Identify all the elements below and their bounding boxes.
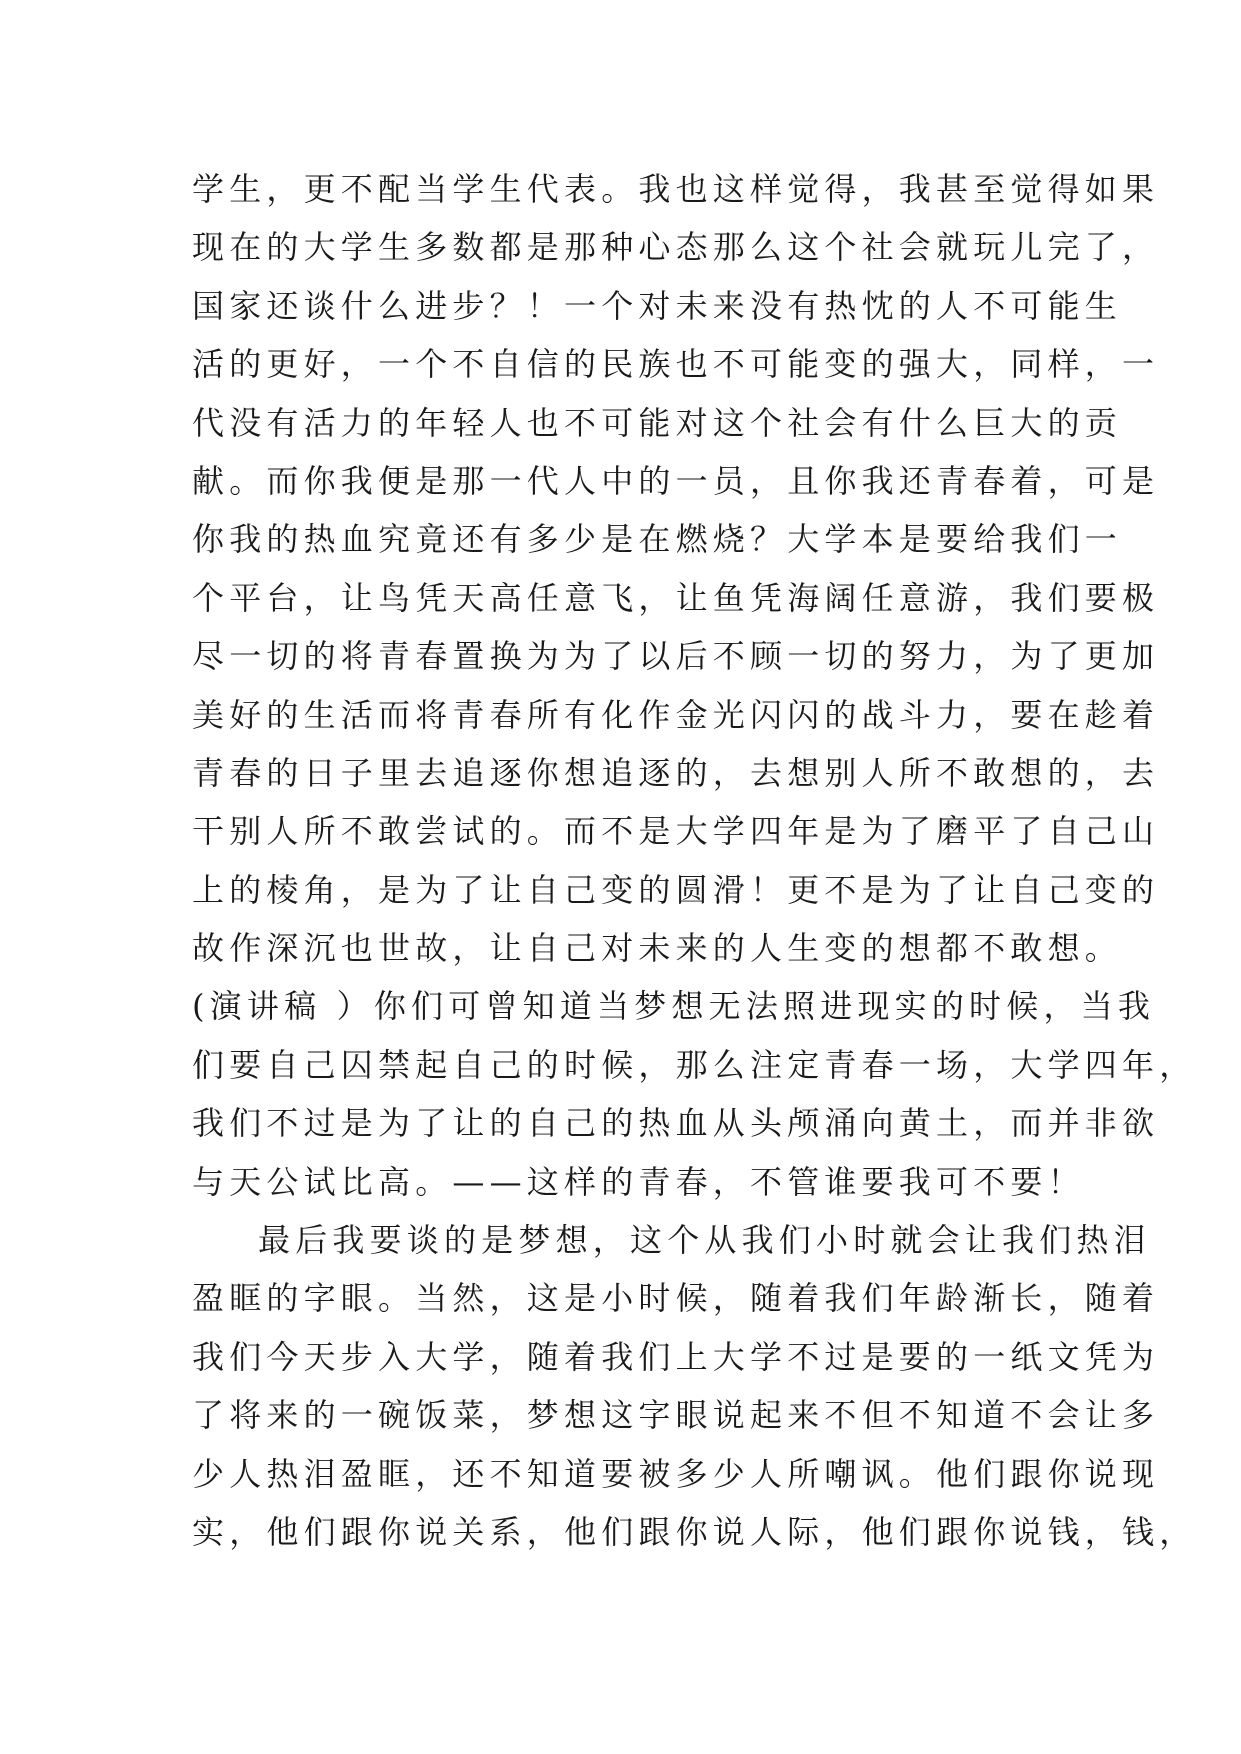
text-line: 盈眶的字眼。当然，这是小时候，随着我们年龄渐长，随着 [192,1279,1160,1318]
text-line: 上的棱角，是为了让自己变的圆滑！更不是为了让自己变的 [192,870,1160,909]
text-line: 了将来的一碗饭菜，梦想这字眼说起来不但不知道不会让多 [192,1396,1160,1435]
text-line: 干别人所不敢尝试的。而不是大学四年是为了磨平了自己山 [192,812,1160,851]
paragraph-first-line: 最后我要谈的是梦想，这个从我们小时就会让我们热泪 [258,1221,1151,1260]
text-line: 美好的生活而将青春所有化作金光闪闪的战斗力，要在趁着 [192,695,1160,734]
text-line: (演讲稿 ）你们可曾知道当梦想无法照进现实的时候，当我 [192,987,1156,1026]
text-line: 我们不过是为了让的自己的热血从头颅涌向黄土，而并非欲 [192,1104,1160,1143]
text-line: 们要自己囚禁起自己的时候，那么注定青春一场，大学四年， [192,1045,1197,1084]
text-line: 献。而你我便是那一代人中的一员，且你我还青春着，可是 [192,461,1160,500]
text-line: 现在的大学生多数都是那种心态那么这个社会就玩儿完了， [192,228,1160,267]
text-line: 国家还谈什么进步？！一个对未来没有热忱的人不可能生 [192,286,1123,325]
text-line: 少人热泪盈眶，还不知道要被多少人所嘲讽。他们跟你说现 [192,1454,1160,1493]
text-line: 活的更好，一个不自信的民族也不可能变的强大，同样，一 [192,345,1160,384]
text-line: 你我的热血究竟还有多少是在燃烧？大学本是要给我们一 [192,520,1123,559]
text-line: 个平台，让鸟凭天高任意飞，让鱼凭海阔任意游，我们要极 [192,578,1160,617]
text-line: 故作深沉也世故，让自己对未来的人生变的想都不敢想。 [192,929,1123,968]
text-line: 代没有活力的年轻人也不可能对这个社会有什么巨大的贡 [192,403,1123,442]
text-line: 学生，更不配当学生代表。我也这样觉得，我甚至觉得如果 [192,170,1160,208]
text-line: 青春的日子里去追逐你想追逐的，去想别人所不敢想的，去 [192,753,1160,792]
text-line: 与天公试比高。——这样的青春，不管谁要我可不要！ [192,1162,1085,1201]
body-text [192,160,1197,1561]
text-line: 我们今天步入大学，随着我们上大学不过是要的一纸文凭为 [192,1337,1160,1376]
text-line: 尽一切的将青春置换为为了以后不顾一切的努力，为了更加 [192,637,1160,676]
text-line: 实，他们跟你说关系，他们跟你说人际，他们跟你说钱，钱， [192,1512,1197,1551]
